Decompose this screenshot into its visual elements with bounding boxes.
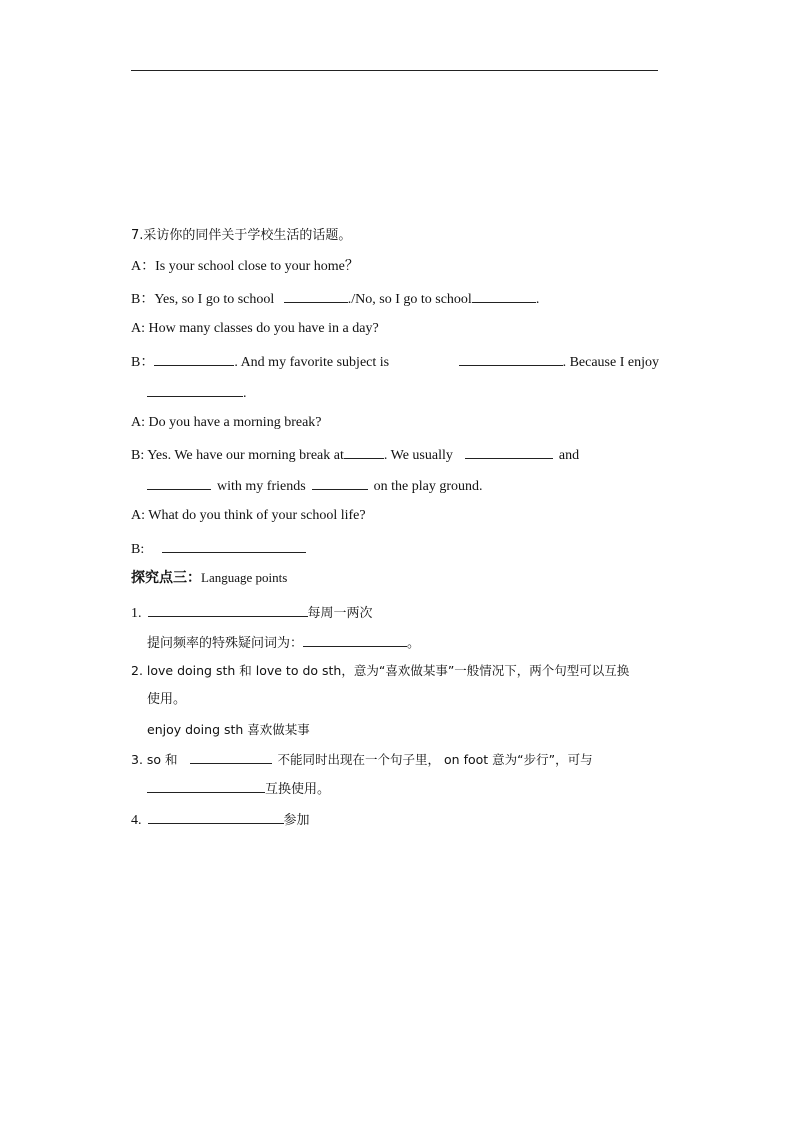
point-3 — [131, 749, 593, 770]
answer-blank[interactable] — [154, 351, 234, 366]
point-4-meaning: 参加 — [283, 813, 310, 828]
dialogue-line-9: A: What do you think of your school life? — [131, 508, 366, 523]
dialogue-line-4 — [131, 351, 659, 373]
answer-blank[interactable] — [147, 778, 265, 793]
answer-blank[interactable] — [344, 444, 384, 459]
answer-blank[interactable] — [459, 351, 563, 366]
point-2-cont: 使用。 — [147, 692, 187, 707]
answer-blank[interactable] — [148, 602, 308, 617]
answer-blank[interactable] — [284, 288, 348, 303]
dialogue-line-8-text-a: with my friends — [217, 479, 306, 494]
point-1 — [131, 602, 373, 624]
dialogue-line-6: A: Do you have a morning break? — [131, 415, 322, 430]
point-3-cont-text: 互换使用。 — [265, 782, 331, 797]
dialogue-line-4-text-a: B： — [131, 355, 155, 370]
point-1-note-text: 提问频率的特殊疑问词为： — [147, 636, 304, 651]
answer-blank[interactable] — [147, 382, 243, 397]
dialogue-line-2 — [131, 288, 539, 310]
dialogue-line-7-text-a: B: Yes. We have our morning break at — [131, 448, 344, 463]
dialogue-line-8 — [147, 475, 483, 497]
point-2: 2. love doing sth 和 love to do sth，意为“喜欢做某事”一般情况下，两个句型可以互换 — [131, 663, 630, 678]
section-heading-zh: 探究点三： — [131, 570, 201, 586]
dialogue-line-8-text-b: on the play ground. — [373, 479, 483, 494]
point-2-example: enjoy doing sth 喜欢做某事 — [147, 722, 310, 737]
point-1-note — [147, 632, 420, 654]
question-7-title: 7.采访你的同伴关于学校生活的话题。 — [131, 228, 352, 243]
answer-blank[interactable] — [465, 444, 553, 459]
header-rule — [131, 70, 658, 71]
point-3-text-a: 3. so 和 — [131, 752, 178, 767]
point-3-cont — [147, 778, 330, 800]
answer-blank[interactable] — [147, 475, 211, 490]
answer-blank[interactable] — [162, 538, 306, 553]
answer-blank[interactable] — [303, 632, 407, 647]
dialogue-line-10 — [131, 538, 306, 560]
point-4 — [131, 809, 310, 831]
point-1-meaning: 每周一两次 — [307, 606, 373, 621]
dialogue-line-4-text-c: . Because I enjoy — [562, 355, 659, 370]
point-1-number: 1. — [131, 606, 142, 621]
point-1-note-end: 。 — [407, 636, 421, 651]
dialogue-line-7-text-b: . We usually — [383, 448, 453, 463]
dialogue-line-2-text-c: . — [535, 292, 540, 307]
point-4-number: 4. — [131, 813, 142, 828]
point-3-text-b: 不能同时出现在一个句子里， on foot 意为“步行”，可与 — [277, 752, 593, 767]
dialogue-line-7 — [131, 444, 579, 466]
section-heading — [131, 568, 287, 589]
dialogue-line-1: A：Is your school close to your home？ — [131, 259, 359, 274]
answer-blank[interactable] — [472, 288, 536, 303]
answer-blank[interactable] — [148, 809, 284, 824]
dialogue-line-2-text-b: ./No, so I go to school — [347, 292, 472, 307]
answer-blank[interactable] — [312, 475, 368, 490]
dialogue-line-5-text: . — [243, 386, 247, 401]
dialogue-line-5 — [147, 382, 247, 404]
dialogue-line-10-text: B: — [131, 542, 145, 557]
dialogue-line-3: A: How many classes do you have in a day? — [131, 321, 379, 336]
dialogue-line-4-text-b: . And my favorite subject is — [234, 355, 390, 370]
answer-blank[interactable] — [190, 749, 272, 764]
dialogue-line-7-text-c: and — [558, 448, 580, 463]
dialogue-line-2-text-a: B：Yes, so I go to school — [131, 292, 275, 307]
section-heading-en: Language points — [201, 570, 288, 585]
